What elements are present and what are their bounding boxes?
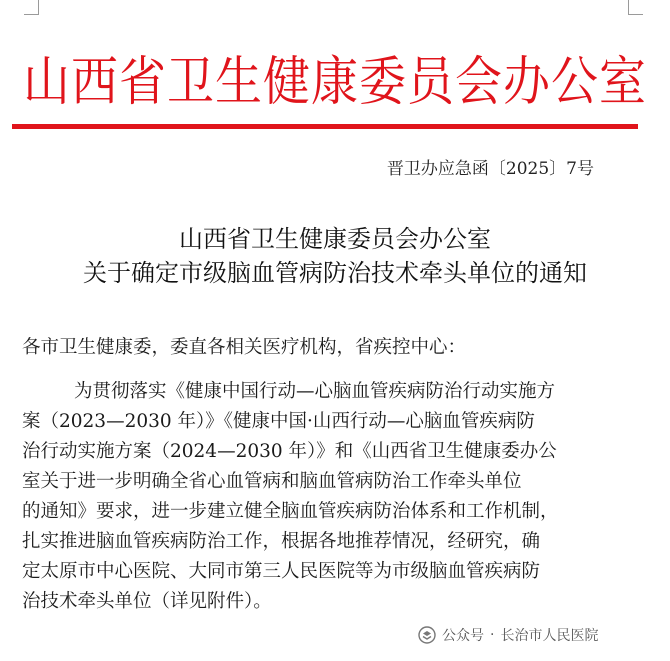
salutation: 各市卫生健康委，委直各相关医疗机构，省疾控中心： bbox=[22, 337, 467, 358]
body-line: 治行动实施方案（2024—2030 年）》和《山西省卫生健康委办公 bbox=[22, 441, 557, 462]
wechat-official-account-icon bbox=[418, 626, 436, 644]
document-number: 晋卫办应急函〔2025〕7号 bbox=[386, 159, 594, 179]
body-line: 扎实推进脑血管疾病防治工作，根据各地推荐情况，经研究，确 bbox=[22, 531, 541, 552]
body-line: 治技术牵头单位（详见附件）。 bbox=[22, 591, 272, 612]
body-line: 为贯彻落实《健康中国行动—心脑血管疾病防治行动实施方 bbox=[74, 381, 556, 402]
watermark-prefix: 公众号 bbox=[442, 628, 484, 644]
document-title-line-2: 关于确定市级脑血管病防治技术牵头单位的通知 bbox=[83, 259, 587, 287]
document-title-line-1: 山西省卫生健康委员会办公室 bbox=[179, 225, 491, 253]
body-line: 室关于进一步明确全省心血管病和脑血管病防治工作牵头单位 bbox=[22, 471, 522, 492]
margin-corner-mark bbox=[24, 0, 39, 15]
watermark-separator: · bbox=[490, 627, 495, 643]
body-line: 定太原市中心医院、大同市第三人民医院等为市级脑血管疾病防 bbox=[22, 561, 541, 582]
red-header-rule bbox=[12, 124, 638, 129]
red-header-org-name: 山西省卫生健康委员会办公室 bbox=[23, 51, 647, 111]
wechat-watermark bbox=[414, 622, 602, 648]
margin-corner-mark bbox=[628, 0, 643, 15]
watermark-account: 长治市人民医院 bbox=[500, 628, 599, 644]
body-line: 案（2023—2030 年）》《健康中国·山西行动—心脑血管疾病防 bbox=[22, 411, 535, 432]
body-line: 的通知》要求，进一步建立健全脑血管疾病防治体系和工作机制， bbox=[22, 501, 559, 522]
